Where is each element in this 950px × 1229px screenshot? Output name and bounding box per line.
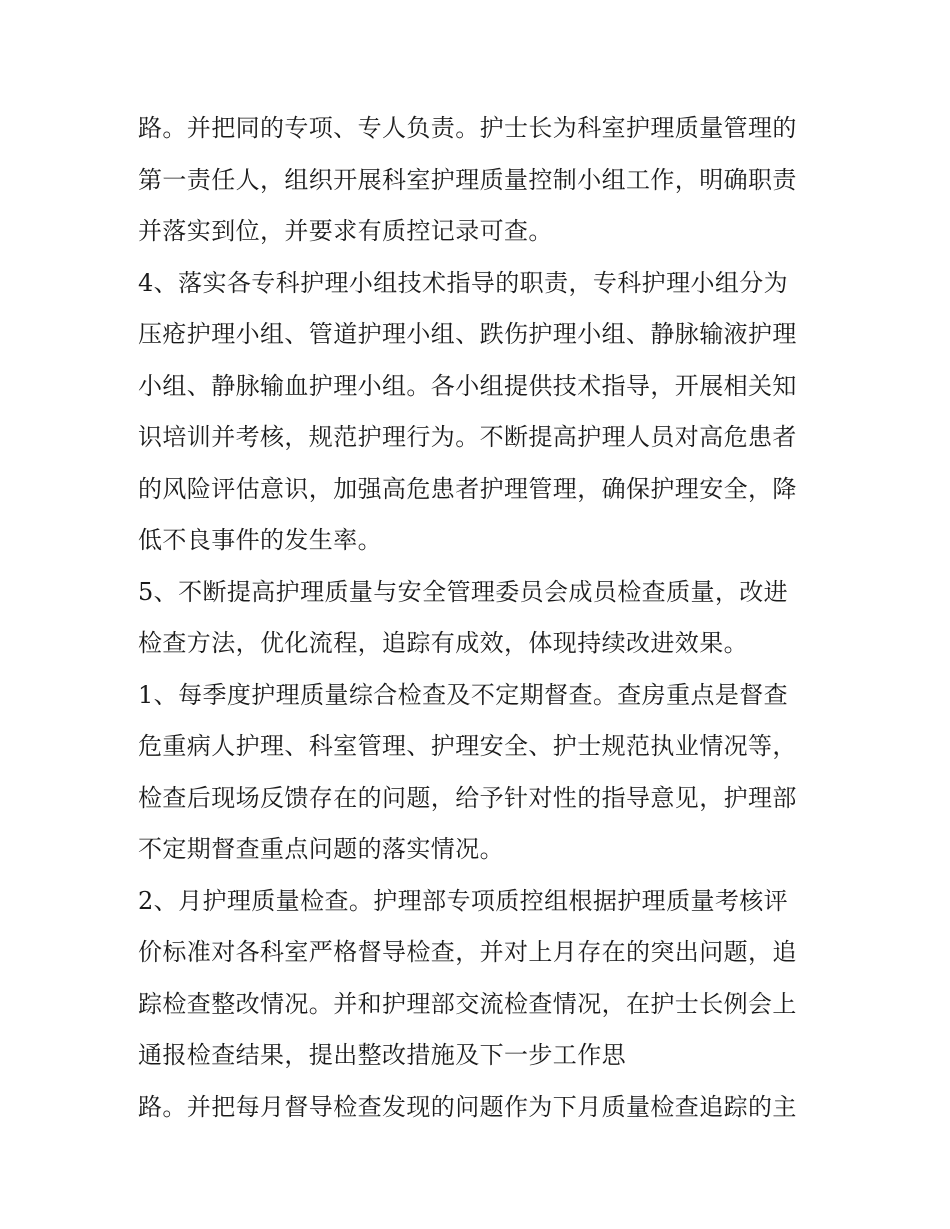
text-line: 检查方法，优化流程，追踪有成效，体现持续改进效果。 (138, 629, 748, 657)
text-line: 低不良事件的发生率。 (138, 526, 382, 554)
text-line: 小组、静脉输血护理小组。各小组提供技术指导，开展相关知 (138, 371, 797, 400)
text-line: 的风险评估意识，加强高危患者护理管理，确保护理安全，降 (138, 474, 797, 503)
text-line: 压疮护理小组、管道护理小组、跌伤护理小组、静脉输液护理 (138, 320, 797, 348)
text-line: 不定期督查重点问题的落实情况。 (138, 835, 504, 863)
text-line: 1、每季度护理质量综合检查及不定期督查。查房重点是督查 (138, 680, 789, 709)
text-line: 第一责任人，组织开展科室护理质量控制小组工作，明确职责 (138, 165, 797, 194)
text-line: 价标准对各科室严格督导检查，并对上月存在的突出问题，追 (138, 938, 797, 966)
text-line: 路。并把同的专项、专人负责。护士长为科室护理质量管理的 (138, 114, 797, 142)
text-line: 4、落实各专科护理小组技术指导的职责，专科护理小组分为 (138, 268, 789, 297)
text-line: 路。并把每月督导检查发现的问题作为下月质量检查追踪的主 (138, 1092, 797, 1121)
text-line: 通报检查结果，提出整改措施及下一步工作思 (138, 1041, 626, 1069)
text-line: 并落实到位，并要求有质控记录可查。 (138, 217, 553, 245)
text-line: 识培训并考核，规范护理行为。不断提高护理人员对高危患者 (138, 423, 797, 451)
text-line: 危重病人护理、科室管理、护理安全、护士规范执业情况等， (138, 732, 797, 760)
text-line: 5、不断提高护理质量与安全管理委员会成员检查质量，改进 (138, 577, 789, 606)
body-text (138, 109, 828, 1139)
text-line: 踪检查整改情况。并和护理部交流检查情况，在护士长例会上 (138, 989, 797, 1018)
text-line: 检查后现场反馈存在的问题，给予针对性的指导意见，护理部 (138, 783, 797, 812)
text-line: 2、月护理质量检查。护理部专项质控组根据护理质量考核评 (138, 886, 789, 915)
